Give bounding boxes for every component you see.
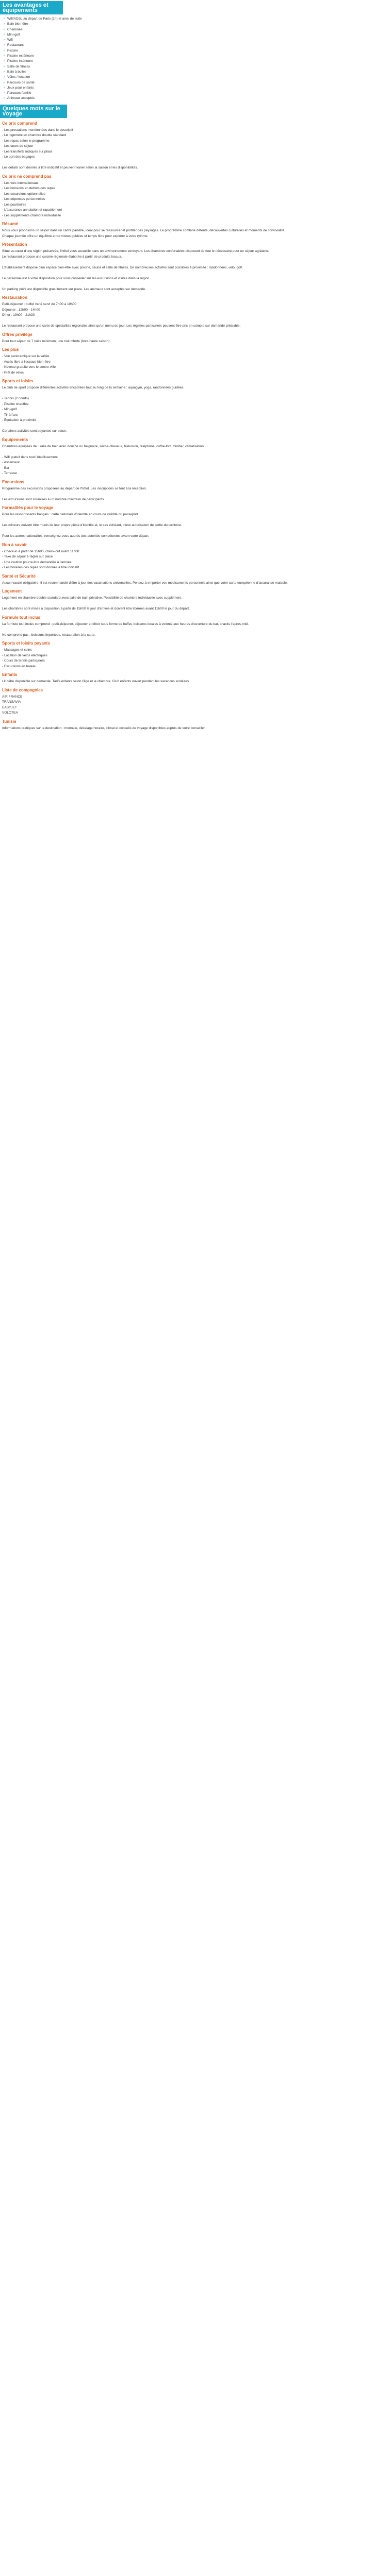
section-text: - Les vols internationaux - Les boissons en dehors des repas - Les excursions optionnelles - Les dépenses personnelles - Les pourboires - L'assurance annulation et rapatriement - Les suppléments chambre individuelle	[2, 181, 62, 217]
section-text: Pour les ressortissants français : carte nationale d'identité en cours de validité ou passeport. Les mineurs doivent être munis de leur propre pièce d'identité et, le cas échéant, d'une autorisation de sortie du territoire. Pour les autres nationalités, renseignez-vous auprès des autorités compétentes avant votre départ.	[2, 513, 182, 538]
advantage-item: ✓ Wifi	[3, 38, 391, 43]
section-text: Petit-déjeuner : buffet varié servi de 7h00 à 10h00 Déjeuner : 12h00 - 14h00 Dîner : 19h00 - 21h30 Le restaurant propose une carte de spécialités régionales ainsi qu'un menu du jour. Les régimes particuliers peuvent être pris en compte sur demande préalable.	[2, 302, 241, 328]
section-heading: Logement	[2, 589, 22, 594]
advantage-item: ✓ Parcours famille	[3, 91, 391, 96]
section-text: AIR FRANCE TRANSAVIA EASYJET VOLOTEA	[2, 694, 23, 715]
advantages-list	[0, 16, 391, 101]
section-text: - Vue panoramique sur la vallée - Accès libre à l'espace bien-être - Navette gratuite vers le centre-ville - Prêt de vélos	[2, 354, 56, 375]
section-heading: Liste de compagnies	[2, 687, 43, 692]
section-text: - Massages et soins - Location de vélos électriques - Cours de tennis particuliers - Excursions en bateau	[2, 648, 47, 668]
section-text: Programme des excursions proposées au départ de l'hôtel. Les inscriptions se font à la réception. Les excursions sont soumises à un nombre minimum de participants.	[2, 486, 147, 501]
advantages-banner: Les avantages et équipements	[0, 1, 63, 14]
section-heading: Présentation	[2, 242, 27, 247]
advantage-item: ✓ Vélos / location	[3, 75, 391, 80]
section-text: Situé au cœur d'une région préservée, l'hôtel vous accueille dans un environnement verdoyant. Les chambres confortables disposent de tout le nécessaire pour un séjour agréable. Le restaurant propose une cuisine régionale élaborée à partir de produits locaux. L'établissement dispose d'un espace bien-être avec piscine, sauna et salle de fitness. De nombreuses activités sont possibles à proximité : randonnées, vélo, golf. Le personnel est à votre disposition pour vous conseiller sur les excursions et visites dans la région. Un parking privé est disponible gratuitement sur place. Les animaux sont acceptés sur demande.	[2, 249, 269, 291]
advantage-item: ✓ Piscine intérieure	[3, 59, 391, 64]
section-text: Chambres équipées de : salle de bain avec douche ou baignoire, sèche-cheveux, télévision, téléphone, coffre-fort, minibar, climatisation. - Wifi gratuit dans tout l'établissement - Ascenseur - Bar - Terrasse	[2, 444, 205, 476]
section-heading: Ce prix ne comprend pas	[2, 174, 52, 179]
advantage-item: ✓ Piscine extérieure	[3, 54, 391, 59]
section-text: Lit bébé disponible sur demande. Tarifs enfants selon l'âge et la chambre. Club enfants ouvert pendant les vacances scolaires.	[2, 680, 190, 684]
advantage-item: ✓ Salle de fitness	[3, 64, 391, 70]
section-heading: Sports et loisirs payants	[2, 641, 50, 646]
practical-sections	[0, 121, 391, 732]
section-heading: Excursions	[2, 479, 25, 484]
section-heading: Bon à savoir	[2, 542, 27, 547]
section-heading: Sports et loisirs	[2, 379, 34, 384]
section-text: Le club de sport propose différentes activités encadrées tout au long de la semaine : aquagym, yoga, randonnées guidées. - Tennis (2 courts) - Piscine chauffée - Mini-golf - Tir à l'arc - Équitation à proximité Certaines activités sont payantes sur place.	[2, 386, 185, 433]
section-heading: Offres privilège	[2, 332, 32, 337]
advantage-item: ✓ Parcours de santé	[3, 80, 391, 86]
advantage-item: ✓ Mini-golf	[3, 32, 391, 38]
section-text: Aucun vaccin obligatoire. Il est recommandé d'être à jour des vaccinations universelles. Pensez à emporter vos médicaments personnels ainsi que votre carte européenne d'assurance maladie.	[2, 581, 288, 585]
page	[0, 1, 391, 743]
section-text: - Check-in à partir de 15h00, check-out avant 11h00 - Taxe de séjour à régler sur place - Une caution pourra être demandée à l'arrivée - Les horaires des repas sont donnés à titre indicatif	[2, 549, 79, 570]
section-text: Informations pratiques sur la destination : monnaie, décalage horaire, climat et conseils de voyage disponibles auprès de votre conseiller.	[2, 726, 206, 730]
advantage-item: ✓ Restaurant	[3, 43, 391, 48]
advantage-item: ✓ Piscine	[3, 48, 391, 54]
section-heading: Formule tout inclus	[2, 615, 41, 620]
section-text: Logement en chambre double standard avec salle de bain privative. Possibilité de chambre individuelle avec supplément. Les chambres sont mises à disposition à partir de 15h00 le jour d'arrivée et doivent être libérées avant 11h00 le jour du départ.	[2, 596, 190, 611]
advantage-item: ✓ Bain à bulles	[3, 70, 391, 75]
section-text: La formule tout inclus comprend : petit-déjeuner, déjeuner et dîner sous forme de buffet, boissons locales à volonté aux heures d'ouverture du bar, snacks l'après-midi. Ne comprend pas : boissons importées, restauration à la carte.	[2, 622, 249, 637]
advantage-item: ✓ Wifi/ADSL au départ de Paris (1h) et ainsi de suite	[3, 16, 391, 22]
section-heading: Formalités pour le voyage	[2, 505, 54, 511]
advantage-item: ✓ Jeux pour enfants	[3, 86, 391, 91]
section-heading: Les plus	[2, 347, 19, 352]
section-heading: Ce prix comprend	[2, 121, 38, 126]
advantage-item: ✓ Bain bien-être	[3, 22, 391, 27]
advantage-item: ✓ Cheminée	[3, 27, 391, 32]
section-text: Nous vous proposons un séjour dans un cadre paisible, idéal pour se ressourcer et profiter des paysages. Le programme combine détente, découvertes culturelles et moments de convivialité. Chaque journée offre un équilibre entre visites guidées et temps libre pour explorer à votre rythme.	[2, 229, 285, 238]
section-heading: Tunisie	[2, 719, 17, 724]
section-heading: Équipements	[2, 437, 28, 442]
section-heading: Restauration	[2, 295, 27, 300]
practical-banner: Quelques mots sur le voyage	[0, 105, 67, 118]
advantage-item: ✓ Animaux acceptés	[3, 96, 391, 101]
section-heading: Santé et Sécurité	[2, 573, 36, 579]
section-text: - Les prestations mentionnées dans le descriptif - Le logement en chambre double standard - Les repas selon le programme - Les taxes de séjour - Les transferts indiqués sur place - Le port des bagages Les détails sont donnés à titre indicatif et peuvent varier selon la saison et les disponibilités.	[2, 128, 138, 170]
section-heading: Résumé	[2, 222, 19, 227]
section-heading: Enfants	[2, 672, 18, 677]
section-text: Pour tout séjour de 7 nuits minimum, une nuit offerte (hors haute saison).	[2, 339, 111, 343]
